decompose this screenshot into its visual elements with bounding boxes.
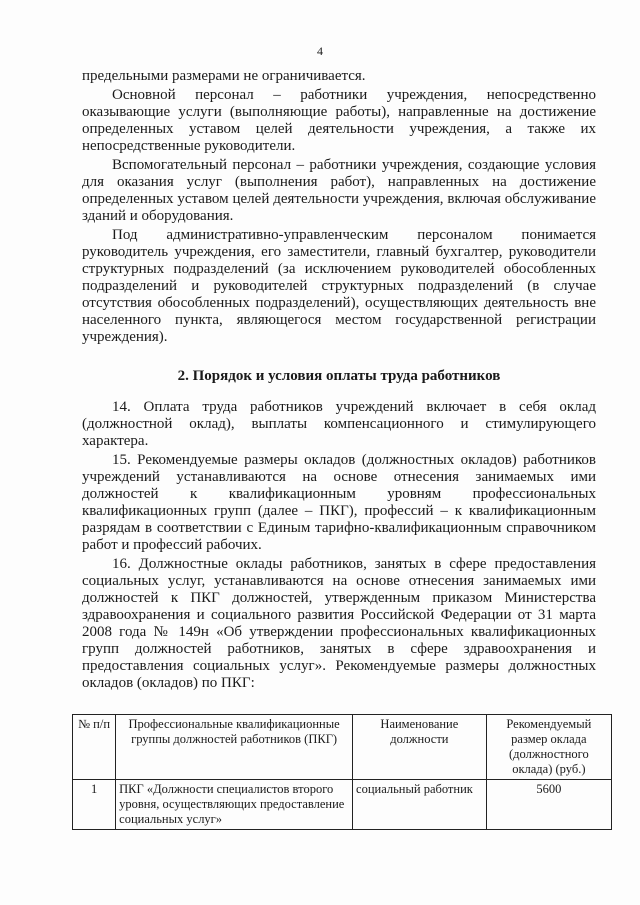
- paragraph-support-staff: Вспомогательный персонал – работники учреждения, создающие условия для оказания услуг (выполнения работ), направленных на достижение определенных уставом целей деятельности учреждения, включая обслуживание зданий и оборудования.: [82, 157, 596, 224]
- paragraph-item-16: 16. Должностные оклады работников, занятых в сфере предоставления социальных услуг, устанавливаются на основе отнесения занимаемых ими должностей к ПКГ должностей, утвержденным приказом Министерства здравоохранения и социального развития Российской Федерации от 31 марта 2008 года № 149н «Об утверждении профессиональных квалификационных групп должностей работников, занятых в сфере здравоохранения и предоставления социальных услуг». Рекомендуемые размеры должностных окладов (окладов) по ПКГ:: [82, 556, 596, 691]
- header-number: № п/п: [73, 715, 116, 780]
- table-row: [73, 780, 612, 830]
- cell-number: 1: [73, 780, 116, 830]
- header-pkg: Профессиональные квалификационные группы должностей работников (ПКГ): [116, 715, 353, 780]
- salary-table: [72, 714, 612, 830]
- cell-pkg: ПКГ «Должности специалистов второго уровня, осуществляющих предоставление социальных услуг»: [116, 780, 353, 830]
- cell-position: социальный работник: [353, 780, 487, 830]
- paragraph-continuation: предельными размерами не ограничивается.: [82, 68, 366, 84]
- table-header-row: [73, 715, 612, 780]
- paragraph-item-14: 14. Оплата труда работников учреждений включает в себя оклад (должностной оклад), выплаты компенсационного и стимулирующего характера.: [82, 399, 596, 449]
- page-number: 4: [317, 44, 323, 58]
- paragraph-item-15: 15. Рекомендуемые размеры окладов (должностных окладов) работников учреждений устанавливаются на основе отнесения занимаемых ими должностей к квалификационным уровням профессиональных квалификационных групп (далее – ПКГ), профессий – к квалификационным разрядам в соответствии с Единым тарифно-квалификационным справочником работ и профессий рабочих.: [82, 452, 596, 553]
- header-salary: Рекомендуемый размер оклада (должностного оклада) (руб.): [486, 715, 611, 780]
- document-body: [78, 68, 596, 830]
- paragraph-admin-staff: Под административно-управленческим персоналом понимается руководитель учреждения, его заместители, главный бухгалтер, руководители структурных подразделений (за исключением руководителей обособленных подразделений и руководителей структурных подразделений (в случае отсутствия обособленных подразделений), осуществляющих деятельность вне населенного пункта, являющегося местом государственной регистрации учреждения).: [82, 227, 596, 345]
- header-position: Наименование должности: [353, 715, 487, 780]
- section-title: 2. Порядок и условия оплаты труда работников: [177, 368, 501, 384]
- paragraph-main-staff: Основной персонал – работники учреждения, непосредственно оказывающие услуги (выполняющие работы), направленные на достижение определенных уставом целей деятельности учреждения, а также их непосредственные руководители.: [82, 87, 596, 154]
- cell-salary: 5600: [486, 780, 611, 830]
